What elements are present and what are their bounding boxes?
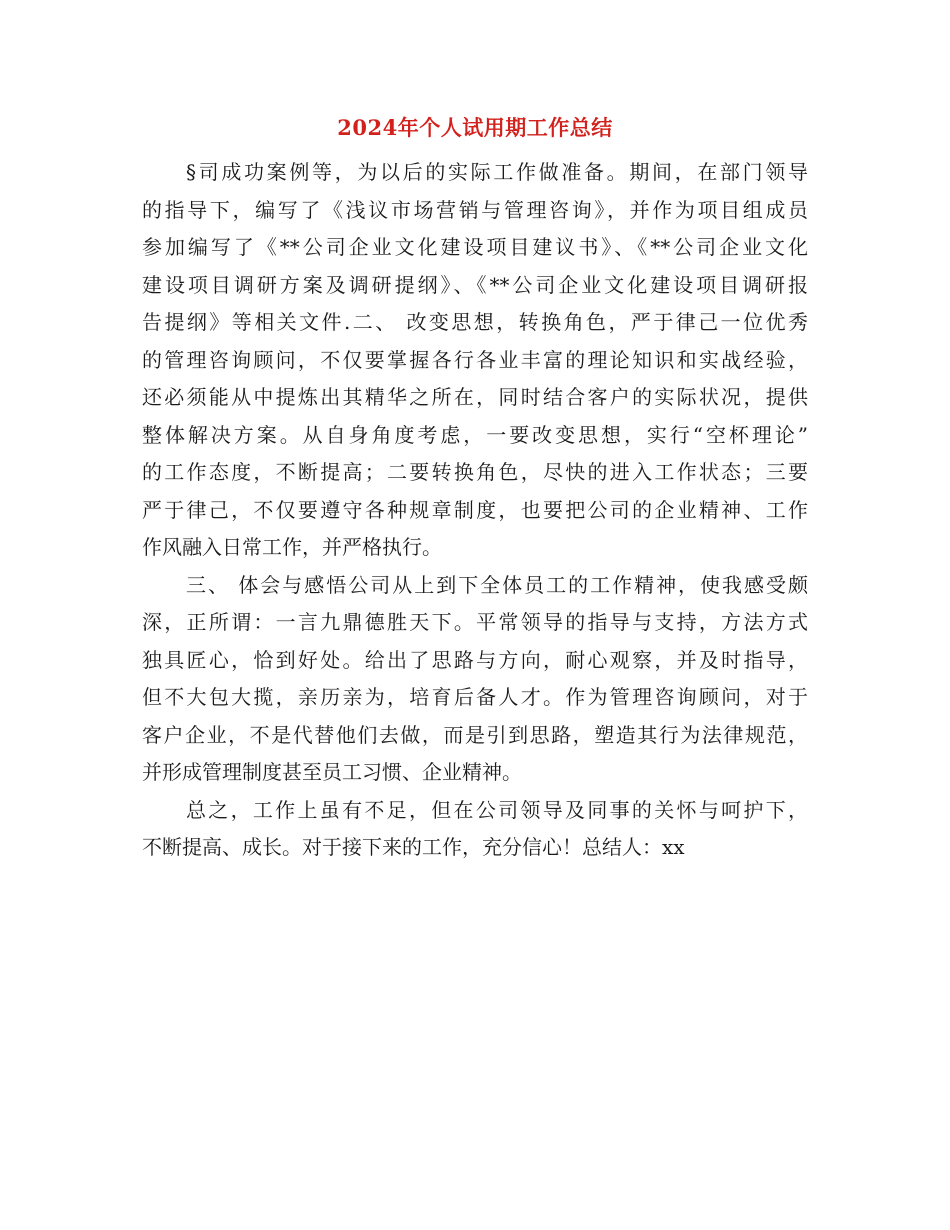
paragraph-2-line: 但不大包大揽，亲历亲为，培育后备人才。作为管理咨询顾问，对于 xyxy=(142,685,808,709)
paragraph-1-line: 作风融入日常工作，并严格执行。 xyxy=(142,535,442,559)
paragraph-2-line: 并形成管理制度甚至员工习惯、企业精神。 xyxy=(142,760,522,784)
paragraph-1-line: 严于律己，不仅要遵守各种规章制度，也要把公司的企业精神、工作 xyxy=(142,497,808,522)
paragraph-1-line: §司成功案例等，为以后的实际工作做准备。期间，在部门领导 xyxy=(186,160,808,184)
paragraph-1-line: 还必须能从中提炼出其精华之所在，同时结合客户的实际状况，提供 xyxy=(142,385,808,409)
paragraph-2-line: 独具匠心，恰到好处。给出了思路与方向，耐心观察，并及时指导， xyxy=(142,647,808,672)
paragraph-2-line: 三、 体会与感悟公司从上到下全体员工的工作精神，使我感受颇 xyxy=(186,572,808,597)
paragraph-3-line: 不断提高、成长。对于接下来的工作，充分信心！总结人：xx xyxy=(142,835,685,859)
document-title: 2024年个人试用期工作总结 xyxy=(337,115,613,140)
paragraph-1-line: 参加编写了《**公司企业文化建设项目建议书》、《**公司企业文化 xyxy=(142,235,808,259)
paragraph-3-line: 总之，工作上虽有不足，但在公司领导及同事的关怀与呵护下， xyxy=(186,797,808,822)
paragraph-2-line: 深，正所谓：一言九鼎德胜天下。平常领导的指导与支持，方法方式 xyxy=(142,610,808,634)
paragraph-1-line: 的指导下，编写了《浅议市场营销与管理咨询》，并作为项目组成员 xyxy=(142,197,808,222)
paragraph-1-line: 的管理咨询顾问，不仅要掌握各行各业丰富的理论知识和实战经验， xyxy=(142,347,808,372)
paragraph-1-line: 告提纲》等相关文件.二、 改变思想，转换角色，严于律己一位优秀 xyxy=(142,310,808,334)
paragraph-2-line: 客户企业，不是代替他们去做，而是引到思路，塑造其行为法律规范， xyxy=(142,722,808,747)
document-body xyxy=(142,154,808,867)
paragraph-1-line: 建设项目调研方案及调研提纲》、《**公司企业文化建设项目调研报 xyxy=(142,272,808,297)
paragraph-1-line: 的工作态度，不断提高；二要转换角色，尽快的进入工作状态；三要 xyxy=(142,460,808,484)
paragraph-1-line: 整体解决方案。从自身角度考虑，一要改变思想，实行“空杯理论” xyxy=(142,422,808,447)
